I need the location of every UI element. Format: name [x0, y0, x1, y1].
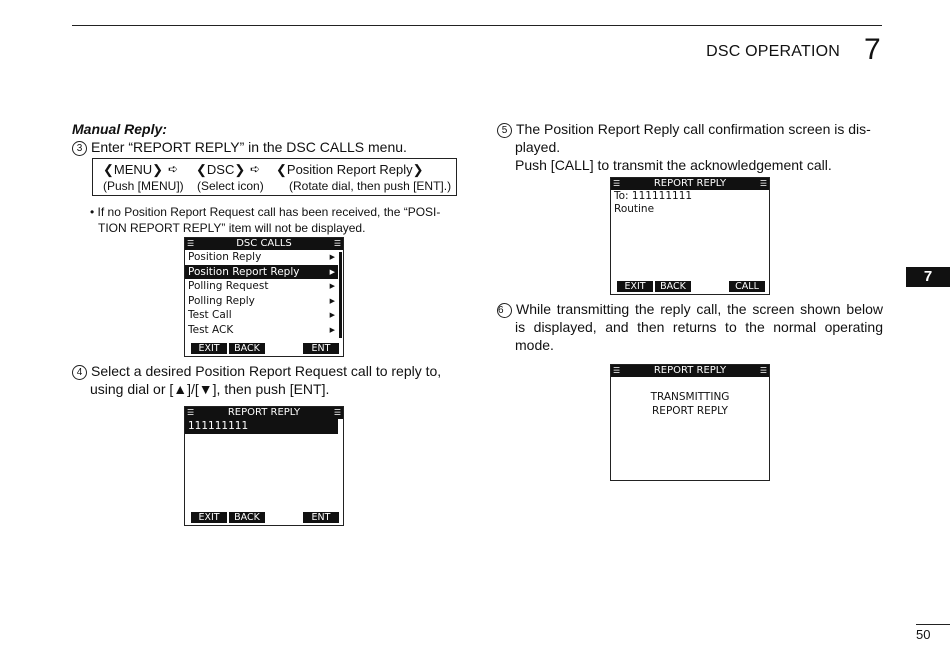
menu-path-hint: (Select icon): [197, 179, 264, 193]
lcd-to-address: To: 111111111: [614, 190, 693, 202]
lcd-softkeys: [185, 343, 343, 355]
step-5-line: The Position Report Reply call confirmation screen is dis-: [516, 121, 871, 137]
back-softkey: BACK: [655, 281, 691, 292]
menu-bars-icon: ☰: [333, 239, 341, 248]
lcd-transmit-body: [611, 377, 769, 418]
menu-path-hint: (Rotate dial, then push [ENT].): [289, 179, 452, 193]
lcd-softkeys: [185, 512, 343, 524]
lcd-dsc-calls-screen: [184, 237, 344, 357]
menu-path-item: ❮DSC❯: [196, 162, 246, 177]
lcd-title: REPORT REPLY: [653, 365, 727, 376]
menu-bars-icon: ☰: [759, 179, 767, 188]
step-5: [497, 120, 883, 174]
step-5-line: Push [CALL] to transmit the acknowledgement call.: [515, 157, 832, 173]
lcd-softkeys: [611, 281, 769, 293]
step-4-line: Select a desired Position Report Request call to reply to,: [91, 363, 442, 379]
lcd-title-bar: [185, 407, 343, 419]
menu-bars-icon: ☰: [759, 366, 767, 375]
step-6-line: is displayed, and then returns to the normal operating: [515, 319, 883, 335]
note: [90, 204, 460, 236]
menu-path-item: ❮Position Report Reply❯: [276, 162, 424, 177]
step-3-text: Enter “REPORT REPLY” in the DSC CALLS menu.: [91, 139, 407, 155]
chevron-right-icon: ▶: [329, 282, 335, 290]
page-number: 50: [916, 627, 931, 642]
lcd-title-bar: [185, 238, 343, 250]
top-rule: [72, 25, 882, 26]
step-number: 5: [497, 123, 512, 138]
lcd-menu-item: [185, 308, 343, 323]
exit-softkey: EXIT: [191, 343, 227, 354]
menu-bars-icon: ☰: [187, 239, 195, 248]
menu-bars-icon: ☰: [333, 408, 341, 417]
chapter-side-tab: 7: [906, 267, 950, 287]
lcd-menu-item: [185, 279, 343, 294]
lcd-title: REPORT REPLY: [227, 407, 301, 418]
lcd-call-list: [185, 419, 343, 434]
menu-path-box: [92, 158, 457, 196]
note-line: TION REPORT REPLY” item will not be displayed.: [98, 221, 366, 235]
step-6: [497, 300, 883, 354]
lcd-report-confirm-screen: [610, 177, 770, 295]
menu-path-arrow-icon: ➪: [168, 162, 179, 176]
chevron-right-icon: ▶: [329, 311, 335, 319]
lcd-menu-item-label: Test Call: [188, 309, 232, 321]
step-number: 4: [72, 365, 87, 380]
enter-softkey: ENT: [303, 343, 339, 354]
menu-path-item: ❮MENU❯: [103, 162, 164, 177]
chapter-number: 7: [864, 33, 881, 66]
lcd-menu-list: [185, 250, 343, 337]
step-4: [72, 362, 458, 398]
chevron-right-icon: ▶: [329, 296, 335, 305]
section-title: Manual Reply:: [72, 121, 167, 137]
lcd-status-line: TRANSMITTING: [650, 391, 730, 403]
lcd-menu-item-label: Position Report Reply: [188, 265, 300, 278]
exit-softkey: EXIT: [617, 281, 653, 292]
back-softkey: BACK: [229, 343, 265, 354]
lcd-category: Routine: [614, 203, 655, 215]
page-number-rule: [916, 624, 950, 625]
exit-softkey: EXIT: [191, 512, 227, 523]
lcd-menu-item-selected: [185, 265, 338, 280]
lcd-status-line: REPORT REPLY: [652, 405, 728, 417]
step-number: 3: [72, 141, 87, 156]
note-line: • If no Position Report Request call has been received, the “POSI-: [90, 205, 441, 219]
step-6-line: While transmitting the reply call, the screen shown below: [516, 301, 883, 317]
chevron-right-icon: ▶: [329, 253, 335, 261]
lcd-call-entry-selected: 111111111: [185, 419, 338, 434]
chevron-right-icon: ▶: [329, 325, 335, 334]
menu-bars-icon: ☰: [613, 179, 621, 188]
step-6-line: mode.: [515, 337, 554, 353]
lcd-menu-item: [185, 323, 343, 338]
lcd-menu-item-label: Polling Reply: [188, 294, 255, 307]
step-5-line: played.: [515, 139, 561, 155]
lcd-title-bar: [611, 178, 769, 190]
section-header-title: DSC OPERATION: [706, 43, 840, 60]
lcd-transmitting-screen: [610, 364, 770, 481]
lcd-title-bar: [611, 365, 769, 377]
step-number: 6: [497, 303, 512, 318]
step-3: [72, 138, 407, 156]
chevron-right-icon: ▶: [329, 267, 335, 276]
lcd-confirm-body: [611, 190, 769, 216]
menu-bars-icon: ☰: [613, 366, 621, 375]
lcd-menu-item: [185, 294, 343, 309]
menu-bars-icon: ☰: [187, 408, 195, 417]
menu-path-arrow-icon: ➪: [250, 162, 261, 176]
lcd-menu-item-label: Test ACK: [188, 323, 234, 336]
step-4-line: using dial or [▲]/[▼], then push [ENT].: [90, 381, 330, 397]
lcd-menu-item: [185, 250, 343, 265]
lcd-title: DSC CALLS: [236, 238, 292, 249]
menu-path-hint: (Push [MENU]): [103, 179, 184, 193]
call-softkey: CALL: [729, 281, 765, 292]
lcd-menu-item-label: Polling Request: [188, 280, 269, 292]
lcd-title: REPORT REPLY: [653, 178, 727, 189]
back-softkey: BACK: [229, 512, 265, 523]
enter-softkey: ENT: [303, 512, 339, 523]
lcd-menu-item-label: Position Reply: [188, 251, 262, 263]
lcd-report-select-screen: [184, 406, 344, 526]
